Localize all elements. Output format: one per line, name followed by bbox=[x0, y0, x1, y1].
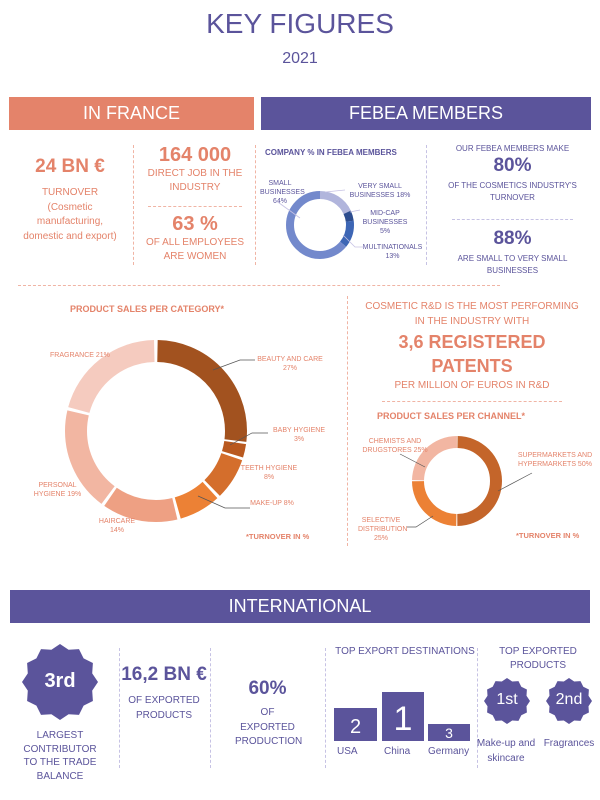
midcap-businesses-label: MID-CAP BUSINESSES 5% bbox=[362, 210, 408, 236]
jobs-value: 164 000 bbox=[158, 144, 232, 166]
divider bbox=[325, 648, 326, 768]
small-businesses-value: 88% bbox=[493, 228, 532, 249]
rnd-intro: COSMETIC R&D IS THE MOST PERFORMING IN THE INDUSTRY WITH bbox=[365, 301, 579, 327]
exported-block bbox=[118, 662, 210, 723]
personal-label: PERSONAL HYGIENE 19% bbox=[33, 482, 82, 499]
page-title: KEY FIGURES bbox=[206, 8, 394, 39]
members-make-label: OUR FEBEA MEMBERS MAKE bbox=[455, 144, 570, 153]
divider bbox=[148, 206, 242, 207]
baby-label: BABY HYGIENE 3% bbox=[272, 427, 325, 444]
turnover-block bbox=[10, 156, 130, 244]
rank-label: LARGEST CONTRIBUTOR TO THE TRADE BALANCE bbox=[23, 730, 97, 782]
leader-lines bbox=[255, 180, 430, 270]
category-leader-lines bbox=[0, 290, 340, 550]
destination-rank: 3 bbox=[445, 725, 453, 741]
makeup-label: MAKE-UP 8% bbox=[250, 500, 294, 507]
supermarkets-label: SUPERMARKETS AND HYPERMARKETS 50% bbox=[517, 452, 593, 469]
destination-country: Germany bbox=[428, 746, 470, 757]
destination-country: China bbox=[384, 746, 411, 757]
product-name: Make-up and skincare bbox=[476, 738, 536, 764]
channel-footnote: *TURNOVER IN % bbox=[516, 531, 580, 540]
women-value: 63 % bbox=[172, 213, 218, 235]
destination-bar-china bbox=[382, 692, 424, 741]
teeth-label: TEETH HYGIENE 8% bbox=[240, 465, 298, 482]
divider bbox=[133, 145, 134, 265]
destination-country: USA bbox=[337, 746, 358, 757]
divider bbox=[452, 219, 573, 220]
divider bbox=[382, 401, 562, 402]
divider bbox=[426, 145, 427, 265]
multinationals-label: MULTINATIONALS 13% bbox=[362, 244, 423, 261]
production-value: 60% bbox=[248, 678, 287, 699]
turnover-value: 24 BN € bbox=[35, 156, 105, 177]
company-chart-title: COMPANY % IN FEBEA MEMBERS bbox=[265, 148, 397, 157]
haircare-label: HAIRCARE 14% bbox=[98, 518, 136, 535]
exported-label: OF EXPORTED PRODUCTS bbox=[128, 694, 200, 721]
destination-rank: 2 bbox=[349, 716, 362, 738]
product-rank: 2nd bbox=[555, 691, 583, 708]
destination-bar-germany bbox=[428, 724, 470, 741]
destination-rank: 1 bbox=[393, 700, 413, 738]
members-make-desc: OF THE COSMETICS INDUSTRY'S TURNOVER bbox=[448, 181, 577, 202]
page-year: 2021 bbox=[282, 50, 318, 67]
international-label: INTERNATIONAL bbox=[228, 596, 372, 616]
rnd-value: 3,6 REGISTERED bbox=[398, 332, 546, 352]
products-title: TOP EXPORTED PRODUCTS bbox=[499, 646, 577, 671]
product-name: Fragrances bbox=[543, 738, 595, 749]
rank-badge-text: 3rd bbox=[44, 670, 76, 692]
rnd-value-2: PATENTS bbox=[431, 356, 513, 376]
rnd-block bbox=[352, 300, 592, 402]
fragrance-label: FRAGRANCE 21% bbox=[50, 352, 110, 359]
exported-value: 16,2 BN € bbox=[121, 664, 207, 685]
international-banner bbox=[10, 590, 590, 623]
small-businesses-label: SMALL BUSINESSES 64% bbox=[260, 180, 305, 206]
product-rank: 1st bbox=[496, 691, 518, 708]
rnd-outro: PER MILLION OF EUROS IN R&D bbox=[394, 380, 550, 391]
small-businesses-desc: ARE SMALL TO VERY SMALL BUSINESSES bbox=[457, 254, 568, 275]
production-label: OF EXPORTED PRODUCTION bbox=[235, 707, 303, 747]
turnover-label: TURNOVER (Cosmetic manufacturing, domestic and export) bbox=[23, 187, 117, 242]
beauty-label: BEAUTY AND CARE 27% bbox=[257, 356, 323, 373]
category-chart-title: PRODUCT SALES PER CATEGORY* bbox=[70, 304, 225, 314]
members-make-value: 80% bbox=[493, 155, 532, 176]
divider bbox=[210, 648, 211, 768]
febea-members-label: FEBEA MEMBERS bbox=[348, 103, 504, 123]
very-small-businesses-label: VERY SMALL BUSINESSES 18% bbox=[349, 183, 411, 200]
category-footnote: *TURNOVER IN % bbox=[246, 532, 310, 541]
women-label: OF ALL EMPLOYEES ARE WOMEN bbox=[145, 237, 244, 262]
jobs-label: DIRECT JOB IN THE INDUSTRY bbox=[147, 168, 243, 193]
in-france-banner bbox=[9, 97, 254, 130]
destinations-title: TOP EXPORT DESTINATIONS bbox=[335, 646, 475, 657]
selective-label: SELECTIVE DISTRIBUTION 25% bbox=[358, 517, 408, 543]
febea-members-banner bbox=[261, 97, 591, 130]
channel-chart-title: PRODUCT SALES PER CHANNEL* bbox=[377, 411, 526, 421]
production-block bbox=[215, 678, 320, 750]
jobs-block bbox=[136, 144, 254, 263]
chemists-label: CHEMISTS AND DRUGSTORES 25% bbox=[362, 438, 428, 455]
destination-bar-usa bbox=[334, 708, 377, 741]
in-france-label: IN FRANCE bbox=[82, 103, 180, 123]
section-divider bbox=[18, 285, 500, 286]
febea-stats-block bbox=[430, 144, 595, 277]
